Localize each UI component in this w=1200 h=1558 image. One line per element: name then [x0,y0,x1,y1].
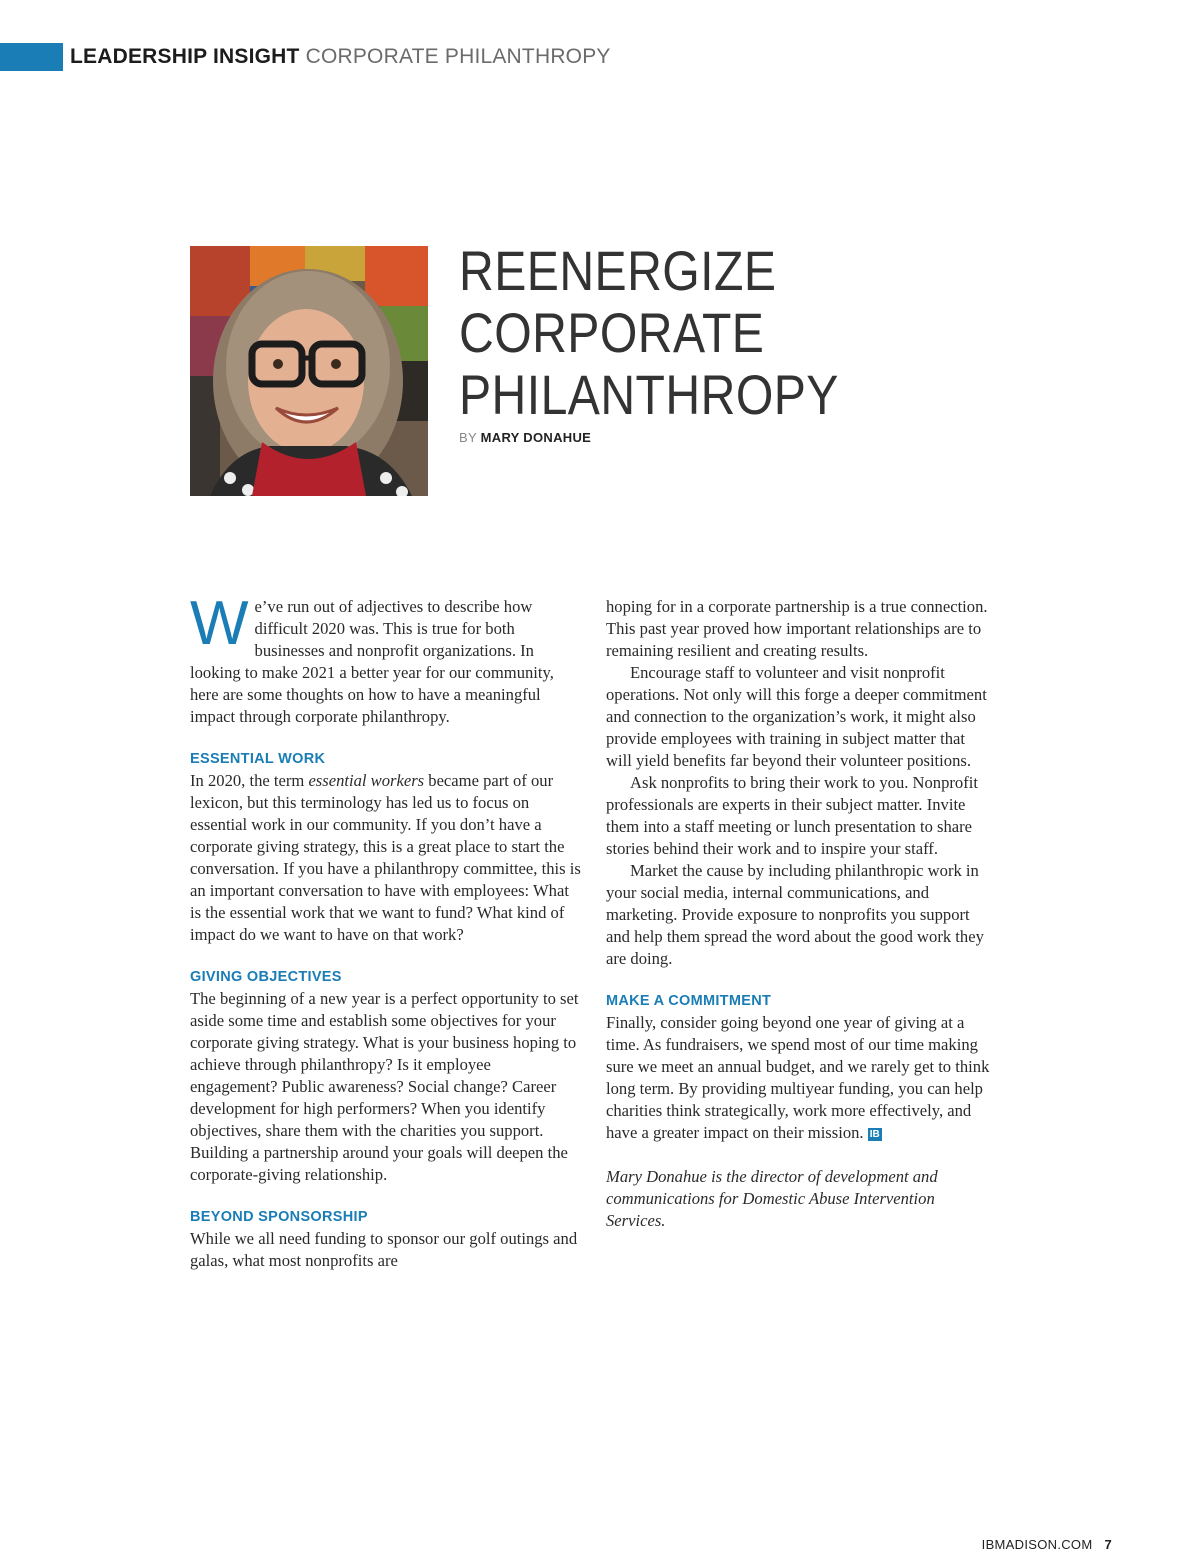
byline-prefix: BY [459,430,477,445]
body-text: In 2020, the term [190,771,309,790]
body-paragraph [190,770,582,946]
page-number: 7 [1104,1537,1112,1552]
header-accent-bar [0,43,63,71]
article-column-1 [190,589,582,1272]
author-photo [190,246,428,496]
subhead-make-a-commitment: MAKE A COMMITMENT [606,993,772,1009]
intro-paragraph [190,589,582,728]
header-topic: CORPORATE PHILANTHROPY [305,45,611,68]
subhead-giving-objectives: GIVING OBJECTIVES [190,969,342,985]
drop-cap: W [190,589,249,658]
body-paragraph: The beginning of a new year is a perfect opportunity to set aside some time and establish some objectives for your corporate giving strategy. What is your business hoping to achieve through philanthropy? Is it employee engagement? Public awareness? Social change? Career development for high performers? When you identify objectives, share them with the charities you support. Building a partnership around your goals will deepen the corporate-giving relationship. [190,989,579,1184]
running-header [70,45,611,69]
page-footer [982,1537,1112,1552]
body-paragraph: Ask nonprofits to bring their work to you. Nonprofit professionals are experts in their subject matter. Invite them into a staff meeting or lunch presentation to share stories behind their work and to inspire your staff. [606,773,978,858]
title-line: CORPORATE [459,301,765,364]
article-column-2 [606,596,990,1232]
byline-author: MARY DONAHUE [480,430,592,445]
body-paragraph: hoping for in a corporate partnership is a true connection. This past year proved how important relationships are to remaining resilient and creating results. [606,597,988,660]
body-paragraph [606,1012,990,1144]
subhead-essential-work: ESSENTIAL WORK [190,751,326,767]
body-paragraph: Encourage staff to volunteer and visit nonprofit operations. Not only will this forge a deeper commitment and connection to the organization’s work, it might also provide employees with training in subject matter that will yield benefits far beyond their volunteer positions. [606,663,987,770]
subhead-beyond-sponsorship: BEYOND SPONSORSHIP [190,1209,368,1225]
body-text: became part of our lexicon, but this terminology has led us to focus on essential work in our community. If you don’t have a corporate giving strategy, this is a great place to start the conversation. If you have a philanthropy committee, this is an important conversation to have with employees: What is the essential work that we want to fund? What kind of impact do we want to have on that work? [190,771,581,944]
end-mark-icon: IB [869,1129,880,1140]
intro-text: e’ve run out of adjectives to describe how difficult 2020 was. This is true for both businesses and nonprofit organizations. In looking to make 2021 a better year for our community, here are some thoughts on how to have a meaningful impact through corporate philanthropy. [190,597,554,726]
footer-site: IBMADISON.COM [981,1537,1093,1552]
header-section: LEADERSHIP INSIGHT [70,45,300,68]
body-paragraph: Market the cause by including philanthropic work in your social media, internal communications, and marketing. Provide exposure to nonprofits you support and help them spread the word about the good work they are doing. [606,861,984,968]
emphasis-text: essential workers [308,771,425,790]
body-text: Finally, consider going beyond one year of giving at a time. As fundraisers, we spend most of our time making sure we meet an annual budget, and we rarely get to think long term. By providing multiyear funding, you can help charities think strategically, work more effectively, and have a greater impact on their mission. [606,1013,990,1142]
title-line: REENERGIZE [459,239,777,302]
article-title [459,240,839,426]
body-paragraph: While we all need funding to sponsor our golf outings and galas, what most nonprofits are [190,1229,578,1270]
byline [459,430,591,445]
author-bio: Mary Donahue is the director of development and communications for Domestic Abuse Intervention Services. [606,1167,938,1230]
title-line: PHILANTHROPY [459,363,839,426]
